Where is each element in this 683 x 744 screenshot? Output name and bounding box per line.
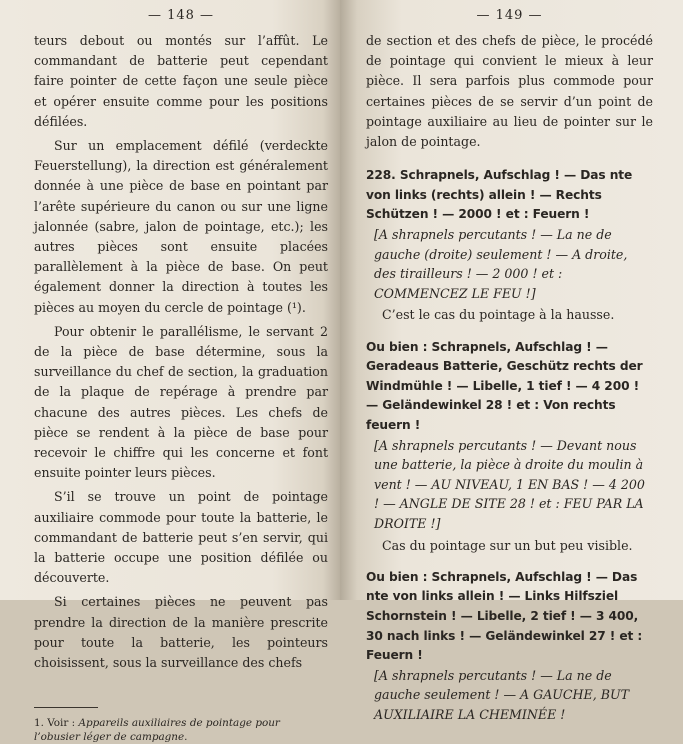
page-number-left: — 148 —: [147, 8, 215, 23]
french-translation: [A shrapnels percutants ! — La ne de gauche seulement ! — A GAUCHE, BUT AUXILIAIRE LA CHEMINÉE !: [374, 667, 629, 722]
note: Cas du pointage sur un but peu visible.: [382, 537, 633, 553]
german-command: 228. Schrapnels, Aufschlag ! — Das nte von links (rechts) allein ! — Rechts Schützen ! — 2000 ! et : Feuern !: [366, 168, 633, 222]
right-page: [340, 0, 683, 722]
footnote-text: Appareils auxiliaires de pointage pour l’obusier léger de campagne.: [34, 717, 280, 744]
paragraph: S’il se trouve un point de pointage auxiliaire commode pour toute la batterie, le commandant de batterie peut s’en servir, qui la batterie occupe une position défilée ou découverte.: [34, 489, 328, 586]
paragraph: de section et des chefs de pièce, le procédé de pointage qui convient le mieux à leur pièce. Il sera parfois plus commode pour certaines pièces de se servir d’un point de pointage auxiliaire au lieu de pointer sur le jalon de pointage.: [366, 33, 653, 150]
paragraph: teurs debout ou montés sur l’affût. Le commandant de batterie peut cependant faire pointer de cette façon une seule pièce et opérer ensuite comme pour les positions défilées.: [34, 33, 328, 129]
note: C’est le cas du pointage à la hausse.: [382, 307, 615, 323]
paragraph: Si certaines pièces ne peuvent pas prendre la direction de la manière prescrite pour toute la batterie, les pointeurs choisissent, sous la surveillance des chefs: [34, 594, 328, 671]
german-command: Ou bien : Schrapnels, Aufschlag ! — Geradeaus Batterie, Geschütz rechts der Windmühle ! — Libelle, 1 tief ! — 4 200 ! — Geländewinkel 28 ! et : Von rechts feuern !: [366, 339, 643, 432]
left-page: [0, 0, 340, 744]
command-block-3: [366, 568, 653, 725]
command-block-2: [366, 338, 653, 556]
paragraph: Pour obtenir le parallélisme, le servant 2 de la pièce de base détermine, sous la surveillance du chef de section, la graduation de la plaque de repérage à prendre par chacune des autres pièces. Les chefs de pièce se rendent à la pièce de base pour recevoir le chiffre qui les concerne et font ensuite pointer leurs pièces.: [34, 323, 328, 481]
french-translation: [A shrapnels percutants ! — Devant nous une batterie, la pièce à droite du moulin à vent ! — AU NIVEAU, 1 EN BAS ! — 4 200 ! — ANGLE DE SITE 28 ! et : FEU PAR LA DROITE !]: [374, 437, 645, 531]
footnote-rule: [34, 707, 98, 708]
german-command: Ou bien : Schrapnels, Aufschlag ! — Das nte von links allein ! — Links Hilfsziel Schornstein ! — Libelle, 2 tief ! — 3 400, 30 nach links ! — Geländewinkel 27 ! et : Feuern !: [366, 569, 643, 663]
paragraph: Sur un emplacement défilé (verdeckte Feuerstellung), la direction est généralement donnée à une pièce de base en pointant par l’arête supérieure du canon ou sur une ligne jalonnée (sabre, jalon de pointage, etc.); les autres pièces sont ensuite placées parallèlement à la pièce de base. On peut également donner la direction à toutes les pièces au moyen du cercle de pointage (¹).: [34, 138, 328, 315]
footnote: [34, 716, 328, 744]
command-block-228: [366, 166, 653, 325]
french-translation: [A shrapnels percutants ! — La ne de gauche (droite) seulement ! — A droite, des tirailleurs ! — 2 000 ! et : COMMENCEZ LE FEU !]: [374, 227, 628, 301]
page-number-right: — 149 —: [476, 8, 543, 23]
footnote-marker: 1. Voir :: [34, 717, 76, 730]
